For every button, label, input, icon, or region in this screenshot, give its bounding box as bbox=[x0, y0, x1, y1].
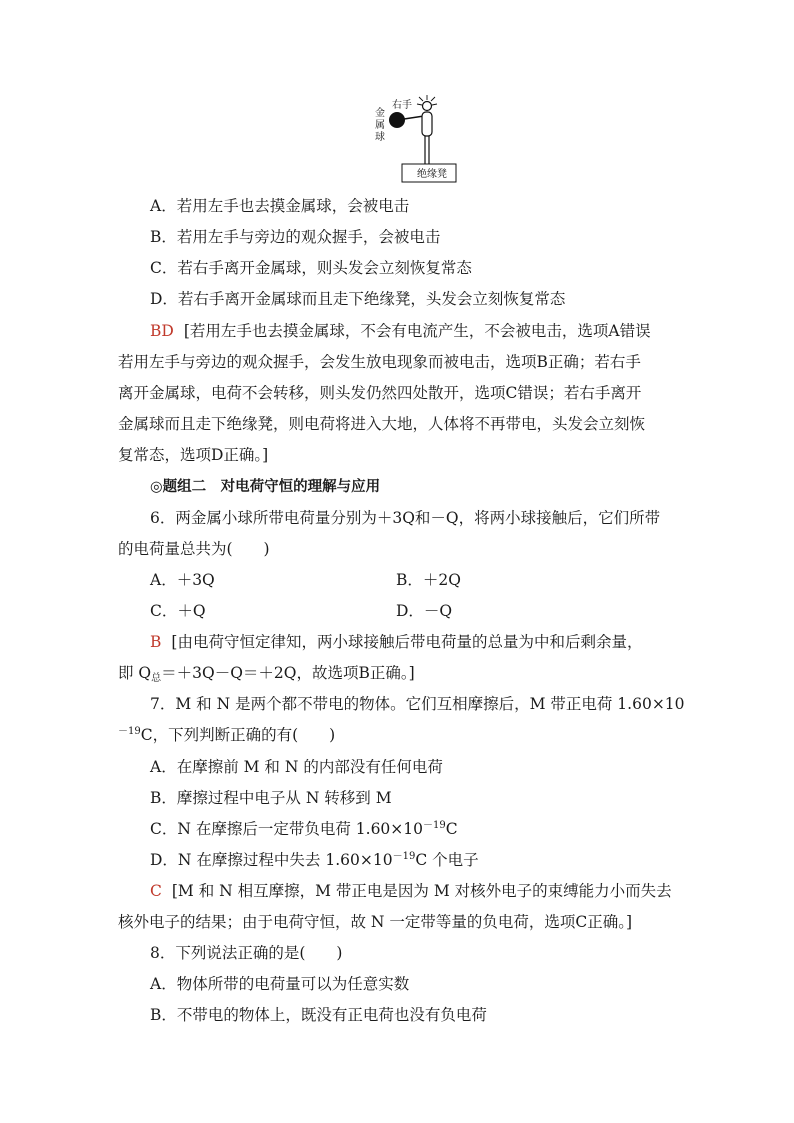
q7-stem-text-2: C，下列判断正确的有( ) bbox=[140, 726, 336, 744]
q7-stem-line-2 bbox=[118, 725, 688, 745]
q6-explanation-2a: 即 Q bbox=[118, 664, 152, 682]
label-insulating-stool: 绝缘凳 bbox=[417, 169, 447, 180]
q8-stem: 8．下列说法正确的是( ) bbox=[150, 944, 343, 962]
q7-answer: C bbox=[150, 882, 162, 900]
q8-option-b: B．不带电的物体上，既没有正电荷也没有负电荷 bbox=[150, 1006, 487, 1024]
q7-option-d bbox=[150, 850, 720, 870]
q8-option-a: A．物体所带的电荷量可以为任意实数 bbox=[150, 975, 410, 993]
q7-option-b: B．摩擦过程中电子从 N 转移到 M bbox=[150, 789, 392, 807]
q7-stem-exponent: －19 bbox=[118, 726, 141, 737]
figure-svg bbox=[360, 94, 470, 186]
q6-explanation-sub: 总 bbox=[151, 673, 162, 684]
right-arm bbox=[404, 116, 424, 119]
q5-explanation-line-1 bbox=[150, 321, 720, 341]
q7-option-c-exponent: －19 bbox=[423, 820, 446, 831]
q7-option-c-text: C．N 在摩擦后一定带负电荷 1.60×10 bbox=[150, 820, 423, 838]
q6-options-row-1 bbox=[150, 570, 720, 590]
q7-option-c bbox=[150, 819, 720, 839]
q5-option-d: D．若右手离开金属球而且走下绝缘凳，头发会立刻恢复常态 bbox=[150, 290, 566, 308]
q7-option-d-exponent: －19 bbox=[392, 851, 416, 862]
q5-option-c: C．若右手离开金属球，则头发会立刻恢复常态 bbox=[150, 259, 472, 277]
q5-explanation-line-4: 金属球而且走下绝缘凳，则电荷将进入大地，人体将不再带电，头发会立刻恢 bbox=[118, 415, 646, 433]
q7-explanation-text-1: [M 和 N 相互摩擦，M 带正电是因为 M 对核外电子的束缚能力小而失去 bbox=[171, 882, 672, 900]
q5-answer: BD bbox=[150, 322, 174, 340]
metal-ball bbox=[389, 112, 405, 128]
q5-option-a: A．若用左手也去摸金属球，会被电击 bbox=[150, 197, 410, 215]
q5-option-b: B．若用左手与旁边的观众握手，会被电击 bbox=[150, 228, 441, 246]
q7-option-d-unit: C 个电子 bbox=[415, 851, 479, 869]
q6-option-c: C．＋Q bbox=[150, 602, 206, 620]
section-title: ◎题组二 对电荷守恒的理解与应用 bbox=[150, 479, 381, 495]
q6-option-b: B．＋2Q bbox=[396, 571, 461, 589]
q6-option-d: D．－Q bbox=[396, 602, 453, 620]
q6-answer: B bbox=[150, 633, 162, 651]
person-head bbox=[423, 102, 432, 111]
q7-option-a: A．在摩擦前 M 和 N 的内部没有任何电荷 bbox=[150, 758, 443, 776]
q6-options-row-2 bbox=[150, 601, 720, 621]
label-metal-ball: 金属球 bbox=[375, 108, 385, 143]
static-electricity-figure bbox=[360, 94, 470, 186]
q6-explanation-2b: ＝＋3Q－Q＝＋2Q，故选项B正确。] bbox=[161, 664, 415, 682]
q6-explanation-line-2 bbox=[118, 663, 688, 683]
q6-stem-line-2: 的电荷量总共为( ) bbox=[118, 540, 270, 558]
q7-option-c-unit: C bbox=[445, 820, 458, 838]
q5-explanation-text-1: [若用左手也去摸金属球，不会有电流产生，不会被电击，选项A错误 bbox=[183, 322, 651, 340]
q7-explanation-line-2: 核外电子的结果；由于电荷守恒，故 N 一定带等量的负电荷，选项C正确。] bbox=[118, 913, 633, 931]
q5-explanation-line-2: 若用左手与旁边的观众握手，会发生放电现象而被电击，选项B正确；若右手 bbox=[118, 353, 641, 371]
label-right-hand: 右手 bbox=[392, 100, 412, 111]
q5-explanation-line-3: 离开金属球，电荷不会转移，则头发仍然四处散开，选项C错误；若右手离开 bbox=[118, 384, 642, 402]
q7-stem-line-1: 7．M 和 N 是两个都不带电的物体。它们互相摩擦后，M 带正电荷 1.60×10 bbox=[150, 695, 685, 713]
q6-explanation-line-1 bbox=[150, 632, 720, 652]
q7-explanation-line-1 bbox=[150, 881, 720, 901]
q5-explanation-line-5: 复常态，选项D正确。] bbox=[118, 446, 269, 464]
person-body bbox=[422, 112, 432, 136]
q7-option-d-text: D．N 在摩擦过程中失去 1.60×10 bbox=[150, 851, 393, 869]
q6-option-a: A．＋3Q bbox=[150, 571, 215, 589]
q6-stem-line-1: 6．两金属小球所带电荷量分别为＋3Q和－Q，将两小球接触后，它们所带 bbox=[150, 509, 661, 527]
q6-explanation-text-1: [由电荷守恒定律知，两小球接触后带电荷量的总量为中和后剩余量， bbox=[171, 633, 643, 651]
